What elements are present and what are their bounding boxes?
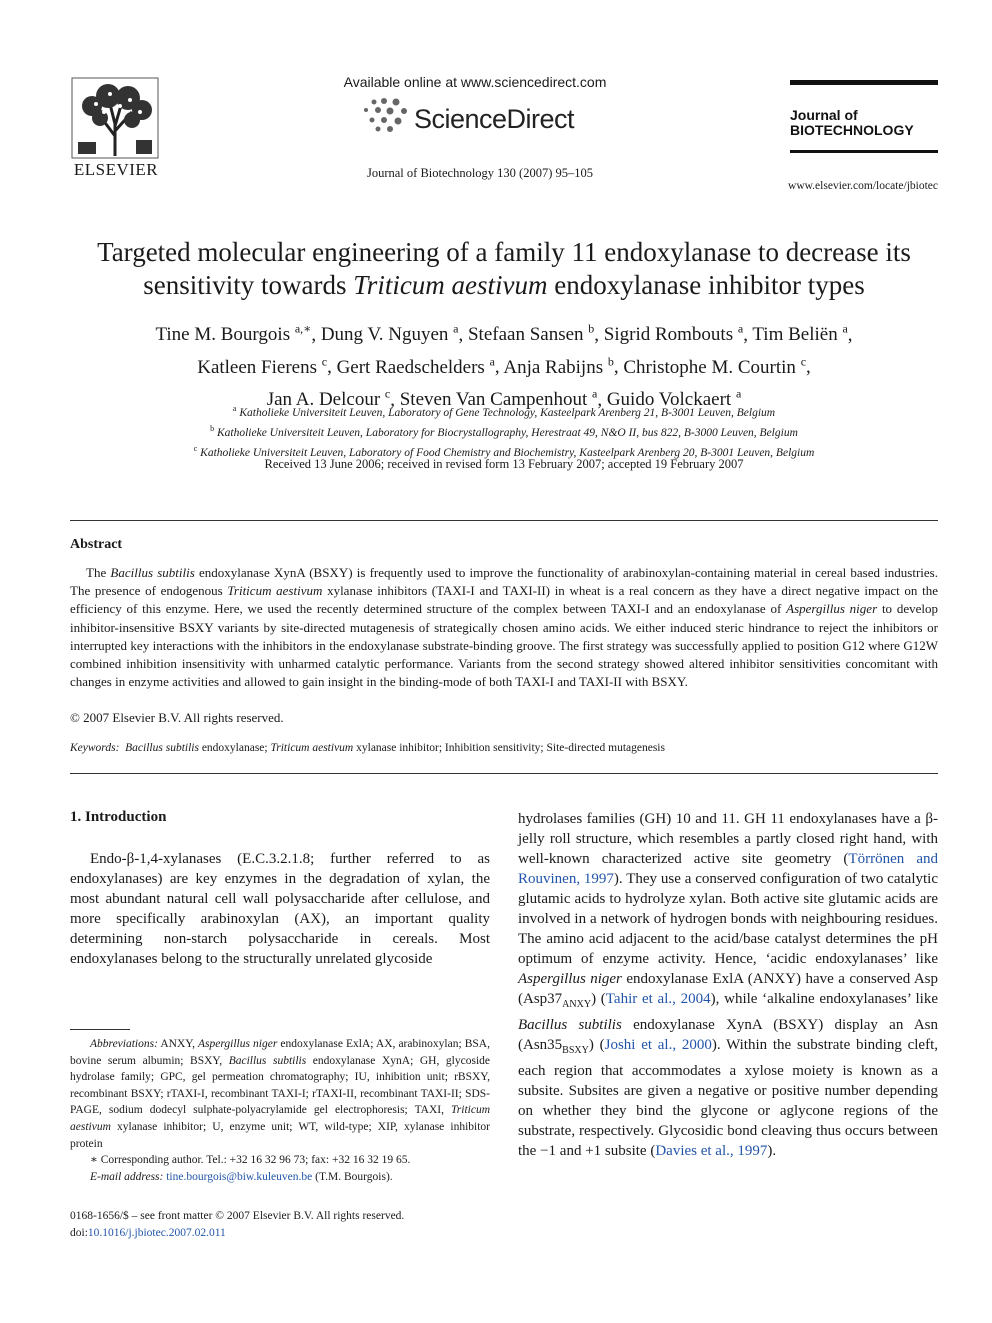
- affiliation: $^b$ Katholieke Universiteit Leuven, Laboratory for Biocrystallography, Herestraat 49, N&O II, bus 822, B-3000 Leuven, Belgium: [210, 423, 798, 439]
- available-online-text: Available online at www.sciencedirect.com: [343, 74, 607, 90]
- author[interactable]: Tine M. Bourgois $^{a,∗}$: [155, 322, 312, 346]
- author[interactable]: Anja Rabijns $^b$: [503, 354, 614, 378]
- corresponding-author-footnote: ∗ Corresponding author. Tel.: +32 16 32 96 73; fax: +32 16 32 19 65.: [90, 1154, 411, 1167]
- affiliation: $^a$ Katholieke Universiteit Leuven, Laboratory of Gene Technology, Kasteelpark Arenberg 21, B-3001 Leuven, Belgium: [232, 404, 776, 419]
- keywords-label: Keywords:: [70, 742, 120, 754]
- author[interactable]: Jan A. Delcour $^c$: [266, 386, 391, 410]
- affiliations: [70, 401, 938, 460]
- sciencedirect-dots-icon: [356, 96, 416, 134]
- doi-line: doi:10.1016/j.jbiotec.2007.02.011: [70, 1227, 226, 1239]
- author[interactable]: Tim Beliën $^a$: [752, 322, 848, 346]
- footnote-rule: [70, 1029, 130, 1030]
- abbreviations-footnote: Abbreviations: ANXY, Aspergillus niger endoxylanase ExlA; AX, arabinoxylan; BSA, bovine serum albumin; BSXY, Bacillus subtilis endoxylanase XynA; GH, glycoside hydrolase family; GPC, gel permeation chromatography; IU, inhibition unit; rBSXY, recombinant BSXY; rTAXI-I, recombinant TAXI-I; rTAXI-II, recombinant TAXI-II; SDS-PAGE, sodium dodecyl sulphate-polyacrylamide gel electrophoresis; TAXI, Triticum aestivum xylanase inhibitor; U, enzyme unit; WT, wild-type; XIP, xylanase inhibitor protein: [70, 1038, 491, 1150]
- author-list: Tine M. Bourgois $^{a,∗}$, Dung V. Nguyen $^a$, Stefaan Sansen $^b$, Sigrid Rombouts $^a$, Tim Beliën $^a$, Katleen Fierens $^c$, Gert Raedschelders $^a$, Anja Rabijns $^b$, Christophe M. Courtin $^c$, Jan A. Delcour $^c$, Steven Van Campenhout $^a$, Guido Volckaert $^a$: [155, 322, 853, 410]
- citation-link[interactable]: Joshi et al., 2000: [604, 1037, 712, 1053]
- front-matter-info: [70, 1208, 404, 1242]
- issn-line: 0168-1656/$ – see front matter © 2007 Elsevier B.V. All rights reserved.: [70, 1210, 405, 1222]
- journal-name-line2: BIOTECHNOLOGY: [790, 122, 914, 138]
- abstract-heading: Abstract: [70, 537, 123, 552]
- article-history-dates: Received 13 June 2006; received in revised form 13 February 2007; accepted 19 February 2007: [264, 457, 744, 471]
- journal-bottom-rule: [790, 150, 938, 153]
- body-column-right: [518, 809, 938, 1161]
- article-title: [70, 236, 938, 302]
- keywords: Keywords: Bacillus subtilis endoxylanase; Triticum aestivum xylanase inhibitor; Inhibition sensitivity; Site-directed mutagenesis: [70, 742, 665, 754]
- journal-citation: Journal of Biotechnology 130 (2007) 95–105: [366, 166, 593, 180]
- journal-masthead: [790, 108, 914, 138]
- header-divider: [70, 520, 938, 521]
- author[interactable]: Sigrid Rombouts $^a$: [603, 322, 744, 346]
- doi-link[interactable]: 10.1016/j.jbiotec.2007.02.011: [87, 1227, 226, 1239]
- paragraph: Endo-β-1,4-xylanases (E.C.3.2.1.8; further referred to as endoxylanases) are key enzymes in the degradation of xylan, the most abundant natural cell wall polysaccharide after cellulose, and more specifically arabinoxylan (AX), an important quality determining non-starch polysaccharide in cereals. Most endoxylanases belong to the structurally unrelated glycoside: [70, 851, 490, 967]
- paragraph: hydrolases families (GH) 10 and 11. GH 11 endoxylanases have a β-jelly roll structure, which resembles a partly closed right hand, with well-known characterized active site geometry (Törrönen and Rouvinen, 1997). They use a conserved configuration of two catalytic glutamic acids to hydrolyze xylan. Both active site glutamic acids are involved in a network of hydrogen bonds with neighbouring residues. The amino acid adjacent to the acid/base catalyst determines the pH optimum of enzyme activity. Hence, ‘acidic endoxylanases’ like Aspergillus niger endoxylanase ExlA (ANXY) have a conserved Asp $(Asp37_{ANXY})$ (Tahir et al., 2004), while ‘alkaline endoxylanases’ like Bacillus subtilis endoxylanase XynA (BSXY) display an Asn $(Asn35_{BSXY})$ (Joshi et al., 2000). Within the substrate binding cleft, each region that accommodates a xylose moiety is known as a subsite. Subsites are given a negative or positive number depending on whether they bind the glycone or aglycone regions of the substrate, respectively. Glycosidic bond cleaving thus occurs between the −1 and +1 subsite (Davies et al., 1997).: [518, 811, 938, 1159]
- author[interactable]: Guido Volckaert $^a$: [606, 386, 742, 410]
- section-heading-introduction: 1. Introduction: [70, 809, 167, 825]
- publisher-name: ELSEVIER: [73, 160, 159, 179]
- citation-link[interactable]: Tahir et al., 2004: [605, 991, 711, 1007]
- footnotes: [70, 1036, 490, 1185]
- abstract-copyright: © 2007 Elsevier B.V. All rights reserved.: [70, 710, 284, 725]
- body-column-left: [70, 849, 490, 969]
- author[interactable]: Gert Raedschelders $^a$: [336, 354, 495, 378]
- email-footnote: E-mail address: tine.bourgois@biw.kuleuven.be (T.M. Bourgois).: [90, 1170, 393, 1183]
- author[interactable]: Christophe M. Courtin $^c$: [623, 354, 807, 378]
- abstract-body: The Bacillus subtilis endoxylanase XynA (BSXY) is frequently used to improve the functionality of arabinoxylan-containing material in cereal based industries. The presence of endogenous Triticum aestivum xylanase inhibitors (TAXI-I and TAXI-II) in wheat is a real concern as they have a direct negative impact on the efficiency of this enzyme. Here, we used the recently determined structure of the complex between TAXI-I and an endoxylanase of Aspergillus niger to develop inhibitor-insensitive BSXY variants by site-directed mutagenesis of strategically chosen amino acids. We either induced steric hindrance to reject the inhibitors or interrupted key interactions with the inhibitors in the endoxylanase substrate-binding groove. The first strategy was successfully applied to position G12 where G12W combined inhibition insensitivity with unharmed catalytic performance. Variants from the second strategy showed altered inhibitor sensitivities concomitant with changes in enzyme activities and allowed to gain insight in the binding-mode of both TAXI-I and TAXI-II with BSXY.: [70, 565, 939, 690]
- title-text: Targeted molecular engineering of a family 11 endoxylanase to decrease its sensitivity towards: [97, 237, 911, 300]
- sciencedirect-wordmark: ScienceDirect: [414, 104, 575, 134]
- journal-top-rule: [790, 80, 938, 85]
- affiliation: $^c$ Katholieke Universiteit Leuven, Laboratory of Food Chemistry and Biochemistry, Kasteelpark Arenberg 20, B-3001 Leuven, Belgium: [193, 443, 815, 459]
- author[interactable]: Dung V. Nguyen $^a$: [320, 322, 459, 346]
- citation-link[interactable]: Davies et al., 1997: [655, 1143, 768, 1159]
- title-text-end: endoxylanase inhibitor types: [547, 270, 865, 300]
- journal-homepage-link[interactable]: www.elsevier.com/locate/jbiotec: [788, 180, 938, 192]
- author[interactable]: Stefaan Sansen $^b$: [467, 322, 595, 346]
- author[interactable]: Katleen Fierens $^c$: [197, 354, 328, 378]
- title-italic-text: Triticum aestivum: [353, 270, 548, 300]
- author[interactable]: Steven Van Campenhout $^a$: [399, 386, 598, 410]
- abstract-divider: [70, 773, 938, 774]
- journal-name-line1: Journal of: [790, 107, 858, 123]
- citation-link[interactable]: Törrönen and Rouvinen, 1997: [518, 851, 938, 887]
- email-link[interactable]: tine.bourgois@biw.kuleuven.be: [166, 1170, 313, 1183]
